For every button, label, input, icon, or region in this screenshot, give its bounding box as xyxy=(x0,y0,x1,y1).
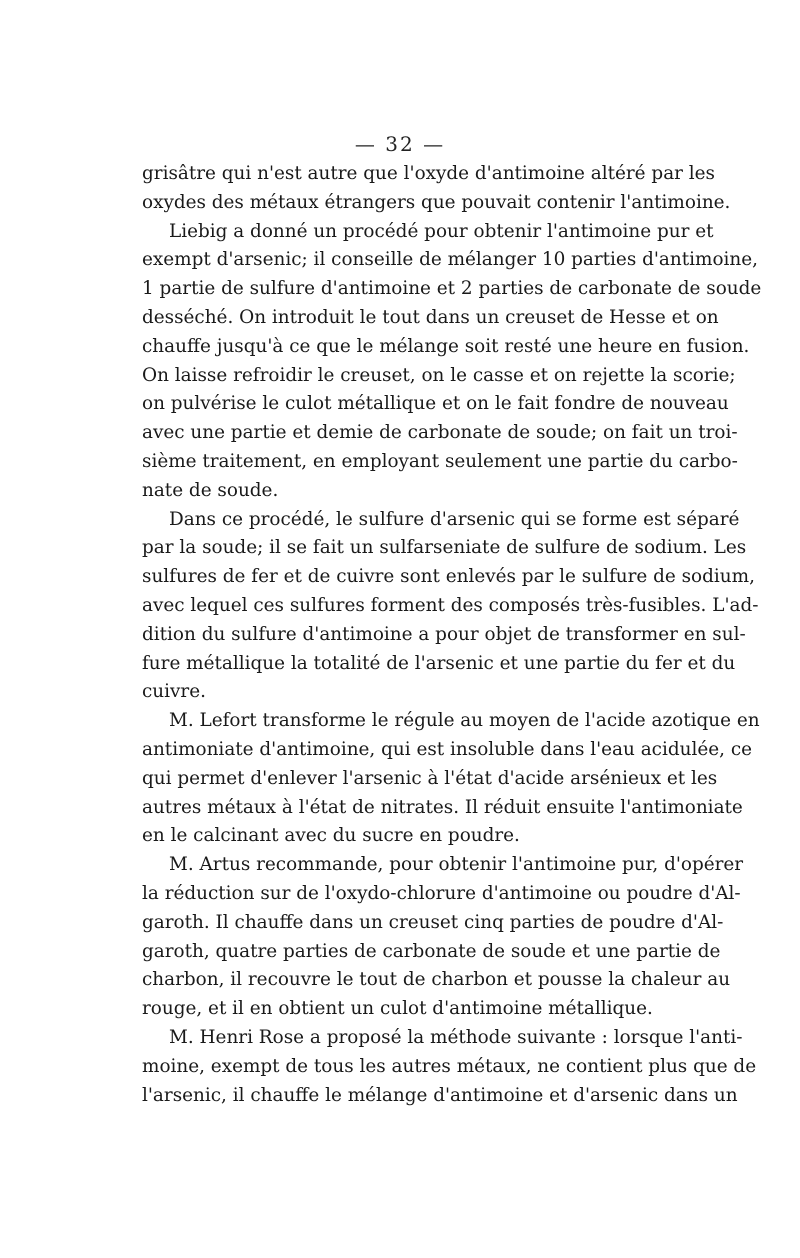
text-line: par la soude; il se fait un sulfarseniate de sulfure de sodium. Les xyxy=(142,537,747,559)
text-line: on pulvérise le culot métallique et on le fait fondre de nouveau xyxy=(142,393,729,415)
text-line: garoth, quatre parties de carbonate de soude et une partie de xyxy=(142,940,721,962)
text-line: grisâtre qui n'est autre que l'oxyde d'antimoine altéré par les xyxy=(142,163,715,184)
text-line: M. Lefort transforme le régule au moyen de l'acide azotique en xyxy=(169,710,760,732)
body-text xyxy=(142,160,762,1110)
text-line: charbon, il recouvre le tout de charbon et pousse la chaleur au xyxy=(142,969,731,991)
text-line: en le calcinant avec du sucre en poudre. xyxy=(142,825,520,847)
text-line: M. Henri Rose a proposé la méthode suivante : lorsque l'anti- xyxy=(169,1026,743,1048)
text-line: M. Artus recommande, pour obtenir l'antimoine pur, d'opérer xyxy=(169,854,744,876)
text-line: l'arsenic, il chauffe le mélange d'antimoine et d'arsenic dans un xyxy=(142,1084,738,1106)
text-line: sulfures de fer et de cuivre sont enlevés par le sulfure de sodium, xyxy=(142,566,755,588)
text-line: avec lequel ces sulfures forment des composés très-fusibles. L'ad- xyxy=(142,594,759,616)
text-line: la réduction sur de l'oxydo-chlorure d'antimoine ou poudre d'Al- xyxy=(142,882,741,904)
text-line: desséché. On introduit le tout dans un creuset de Hesse et on xyxy=(142,306,719,328)
text-line: nate de soude. xyxy=(142,479,279,501)
text-line: dition du sulfure d'antimoine a pour objet de transformer en sul- xyxy=(142,623,746,645)
text-line: 1 partie de sulfure d'antimoine et 2 parties de carbonate de soude xyxy=(142,278,762,300)
text-line: antimoniate d'antimoine, qui est insoluble dans l'eau acidulée, ce xyxy=(142,738,752,760)
text-line: moine, exempt de tous les autres métaux, ne contient plus que de xyxy=(142,1055,757,1077)
text-line: avec une partie et demie de carbonate de soude; on fait un troi- xyxy=(142,422,738,444)
text-line: oxydes des métaux étrangers que pouvait contenir l'antimoine. xyxy=(142,191,731,213)
text-line: autres métaux à l'état de nitrates. Il réduit ensuite l'antimoniate xyxy=(142,796,743,818)
text-line: sième traitement, en employant seulement une partie du carbo- xyxy=(142,450,738,472)
text-line: rouge, et il en obtient un culot d'antimoine métallique. xyxy=(142,998,653,1020)
text-line: Liebig a donné un procédé pour obtenir l'antimoine pur et xyxy=(169,220,714,242)
text-line: Dans ce procédé, le sulfure d'arsenic qui se forme est séparé xyxy=(169,508,740,530)
text-line: On laisse refroidir le creuset, on le casse et on rejette la scorie; xyxy=(142,364,736,386)
text-line: chauffe jusqu'à ce que le mélange soit resté une heure en fusion. xyxy=(142,335,750,357)
text-line: qui permet d'enlever l'arsenic à l'état d'acide arsénieux et les xyxy=(142,767,718,789)
text-line: exempt d'arsenic; il conseille de mélanger 10 parties d'antimoine, xyxy=(142,249,758,271)
text-line: garoth. Il chauffe dans un creuset cinq parties de poudre d'Al- xyxy=(142,911,724,933)
text-line: cuivre. xyxy=(142,681,206,703)
page-number: — 32 — xyxy=(354,132,446,156)
text-line: fure métallique la totalité de l'arsenic et une partie du fer et du xyxy=(142,652,736,674)
